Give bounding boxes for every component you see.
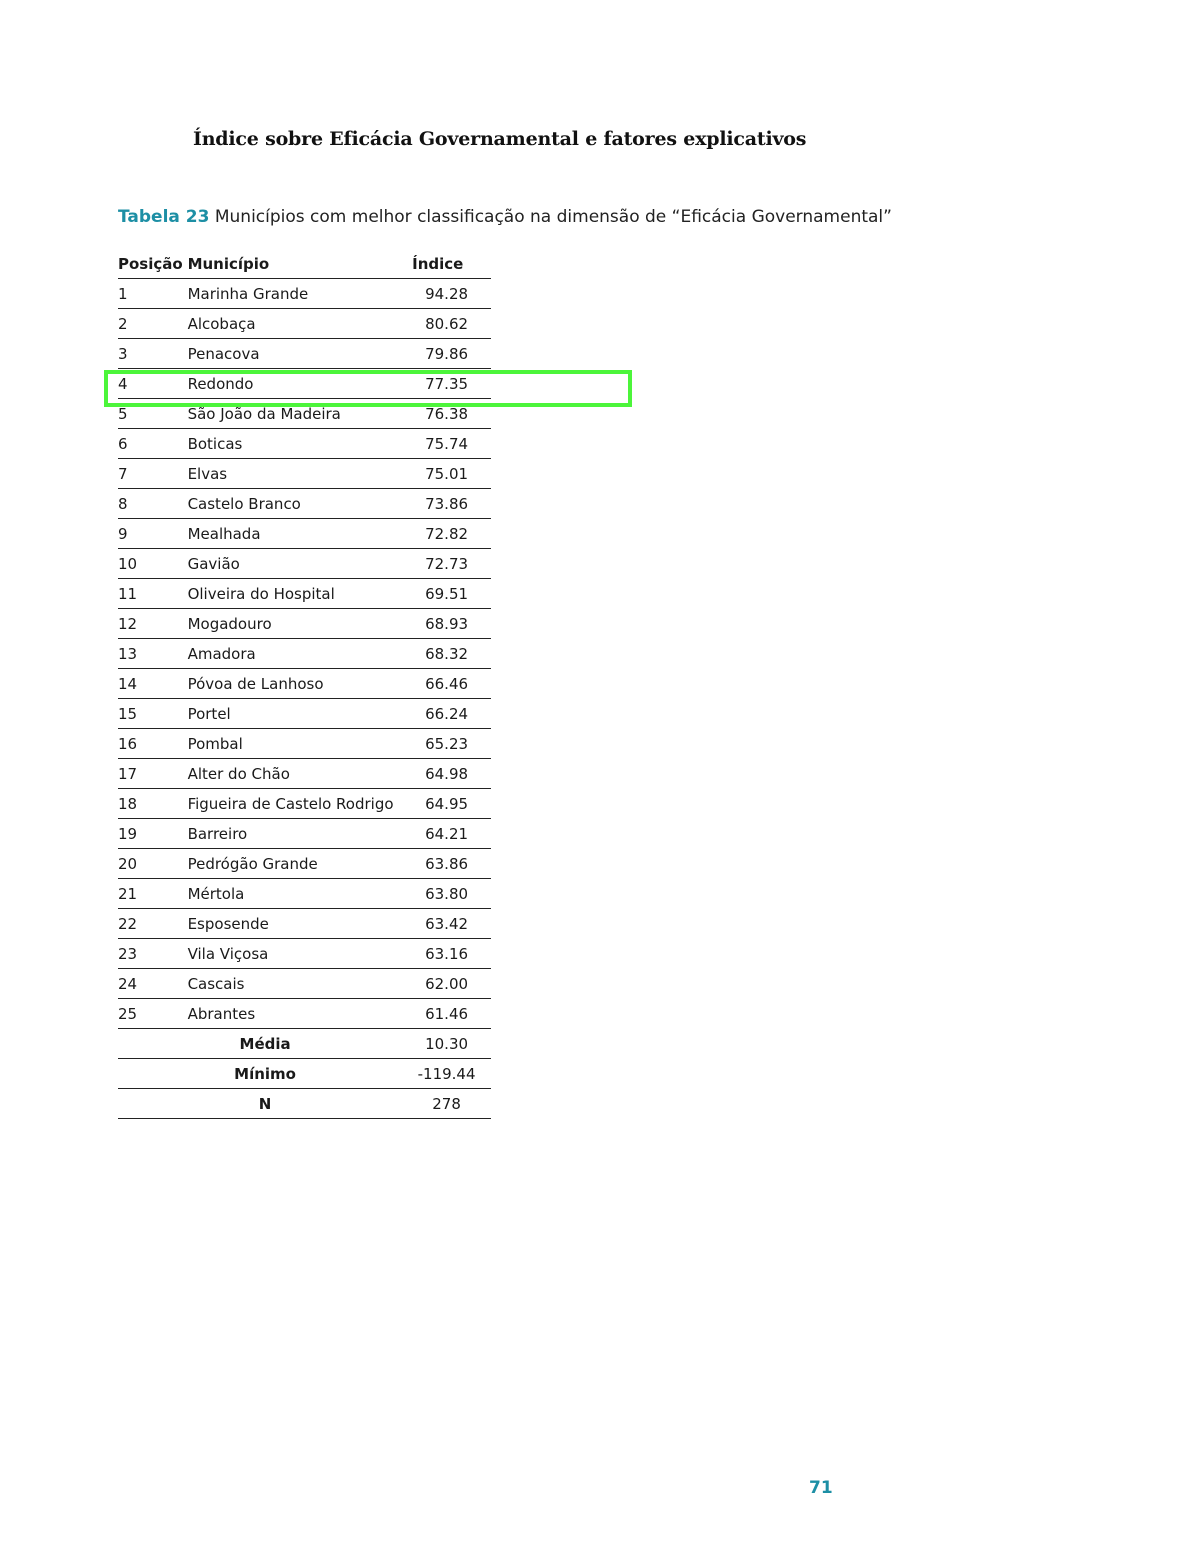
table-row <box>118 879 491 909</box>
cell-municipality: Pedrógão Grande <box>188 849 413 879</box>
cell-municipality: Alcobaça <box>188 309 413 339</box>
cell-municipality: Boticas <box>188 429 413 459</box>
header-position: Posição <box>118 249 188 279</box>
table-row <box>118 549 491 579</box>
ranking-table <box>118 249 491 1119</box>
cell-municipality: Pombal <box>188 729 413 759</box>
table-row <box>118 999 491 1029</box>
cell-position: 15 <box>118 699 188 729</box>
cell-municipality: Póvoa de Lanhoso <box>188 669 413 699</box>
cell-index: 68.32 <box>412 639 491 669</box>
summary-row <box>118 1029 491 1059</box>
cell-index: 69.51 <box>412 579 491 609</box>
cell-position: 10 <box>118 549 188 579</box>
table-row <box>118 309 491 339</box>
table-row <box>118 339 491 369</box>
cell-position: 14 <box>118 669 188 699</box>
table-row <box>118 819 491 849</box>
cell-position: 7 <box>118 459 188 489</box>
cell-position: 19 <box>118 819 188 849</box>
cell-position: 18 <box>118 789 188 819</box>
cell-municipality: Penacova <box>188 339 413 369</box>
header-index: Índice <box>412 249 491 279</box>
cell-position: 1 <box>118 279 188 309</box>
cell-position: 25 <box>118 999 188 1029</box>
table-row <box>118 669 491 699</box>
cell-position: 11 <box>118 579 188 609</box>
cell-index: 75.74 <box>412 429 491 459</box>
table-row <box>118 609 491 639</box>
cell-index: 72.82 <box>412 519 491 549</box>
page-number: 71 <box>809 1478 833 1498</box>
cell-municipality: Cascais <box>188 969 413 999</box>
table-row <box>118 909 491 939</box>
cell-position: 22 <box>118 909 188 939</box>
cell-municipality: Vila Viçosa <box>188 939 413 969</box>
header-municipality: Município <box>188 249 413 279</box>
cell-index: 75.01 <box>412 459 491 489</box>
summary-value: 10.30 <box>412 1029 491 1059</box>
cell-index: 66.24 <box>412 699 491 729</box>
cell-position: 3 <box>118 339 188 369</box>
cell-index: 72.73 <box>412 549 491 579</box>
table-row <box>118 459 491 489</box>
cell-index: 64.95 <box>412 789 491 819</box>
cell-municipality: Mértola <box>188 879 413 909</box>
table-row <box>118 369 491 399</box>
summary-label: Mínimo <box>118 1059 412 1089</box>
table-row <box>118 519 491 549</box>
summary-row <box>118 1089 491 1119</box>
cell-position: 12 <box>118 609 188 639</box>
table-row <box>118 279 491 309</box>
cell-index: 66.46 <box>412 669 491 699</box>
cell-index: 62.00 <box>412 969 491 999</box>
caption-label: Tabela 23 <box>118 207 210 227</box>
cell-municipality: Redondo <box>188 369 413 399</box>
cell-index: 64.98 <box>412 759 491 789</box>
table-row <box>118 849 491 879</box>
cell-index: 76.38 <box>412 399 491 429</box>
table-row <box>118 729 491 759</box>
cell-position: 23 <box>118 939 188 969</box>
table-row <box>118 789 491 819</box>
cell-position: 2 <box>118 309 188 339</box>
cell-position: 13 <box>118 639 188 669</box>
cell-municipality: São João da Madeira <box>188 399 413 429</box>
cell-municipality: Castelo Branco <box>188 489 413 519</box>
cell-position: 9 <box>118 519 188 549</box>
cell-index: 73.86 <box>412 489 491 519</box>
cell-municipality: Marinha Grande <box>188 279 413 309</box>
table-row <box>118 579 491 609</box>
cell-municipality: Esposende <box>188 909 413 939</box>
cell-index: 80.62 <box>412 309 491 339</box>
cell-position: 20 <box>118 849 188 879</box>
cell-position: 24 <box>118 969 188 999</box>
summary-label: N <box>118 1089 412 1119</box>
page-heading: Índice sobre Eficácia Governamental e fatores explicativos <box>193 128 807 150</box>
cell-position: 5 <box>118 399 188 429</box>
summary-row <box>118 1059 491 1089</box>
table-row <box>118 399 491 429</box>
cell-index: 63.42 <box>412 909 491 939</box>
cell-position: 17 <box>118 759 188 789</box>
table-row <box>118 639 491 669</box>
summary-body <box>118 1029 491 1119</box>
cell-index: 79.86 <box>412 339 491 369</box>
cell-municipality: Alter do Chão <box>188 759 413 789</box>
cell-index: 63.80 <box>412 879 491 909</box>
table-caption <box>118 207 892 227</box>
cell-position: 16 <box>118 729 188 759</box>
cell-municipality: Mogadouro <box>188 609 413 639</box>
cell-municipality: Mealhada <box>188 519 413 549</box>
table-row <box>118 759 491 789</box>
cell-index: 65.23 <box>412 729 491 759</box>
cell-index: 63.86 <box>412 849 491 879</box>
cell-index: 94.28 <box>412 279 491 309</box>
cell-municipality: Barreiro <box>188 819 413 849</box>
cell-position: 21 <box>118 879 188 909</box>
cell-index: 77.35 <box>412 369 491 399</box>
cell-index: 64.21 <box>412 819 491 849</box>
table-body <box>118 279 491 1029</box>
cell-municipality: Abrantes <box>188 999 413 1029</box>
table-row <box>118 489 491 519</box>
cell-index: 61.46 <box>412 999 491 1029</box>
cell-index: 63.16 <box>412 939 491 969</box>
cell-municipality: Figueira de Castelo Rodrigo <box>188 789 413 819</box>
caption-text: Municípios com melhor classificação na dimensão de “Eficácia Governamental” <box>209 207 892 227</box>
cell-municipality: Amadora <box>188 639 413 669</box>
table-header-row <box>118 249 491 279</box>
summary-value: -119.44 <box>412 1059 491 1089</box>
cell-municipality: Oliveira do Hospital <box>188 579 413 609</box>
cell-position: 8 <box>118 489 188 519</box>
summary-value: 278 <box>412 1089 491 1119</box>
table-row <box>118 969 491 999</box>
table-row <box>118 699 491 729</box>
summary-label: Média <box>118 1029 412 1059</box>
cell-position: 4 <box>118 369 188 399</box>
cell-municipality: Gavião <box>188 549 413 579</box>
cell-position: 6 <box>118 429 188 459</box>
cell-index: 68.93 <box>412 609 491 639</box>
table-row <box>118 939 491 969</box>
table-row <box>118 429 491 459</box>
cell-municipality: Elvas <box>188 459 413 489</box>
cell-municipality: Portel <box>188 699 413 729</box>
